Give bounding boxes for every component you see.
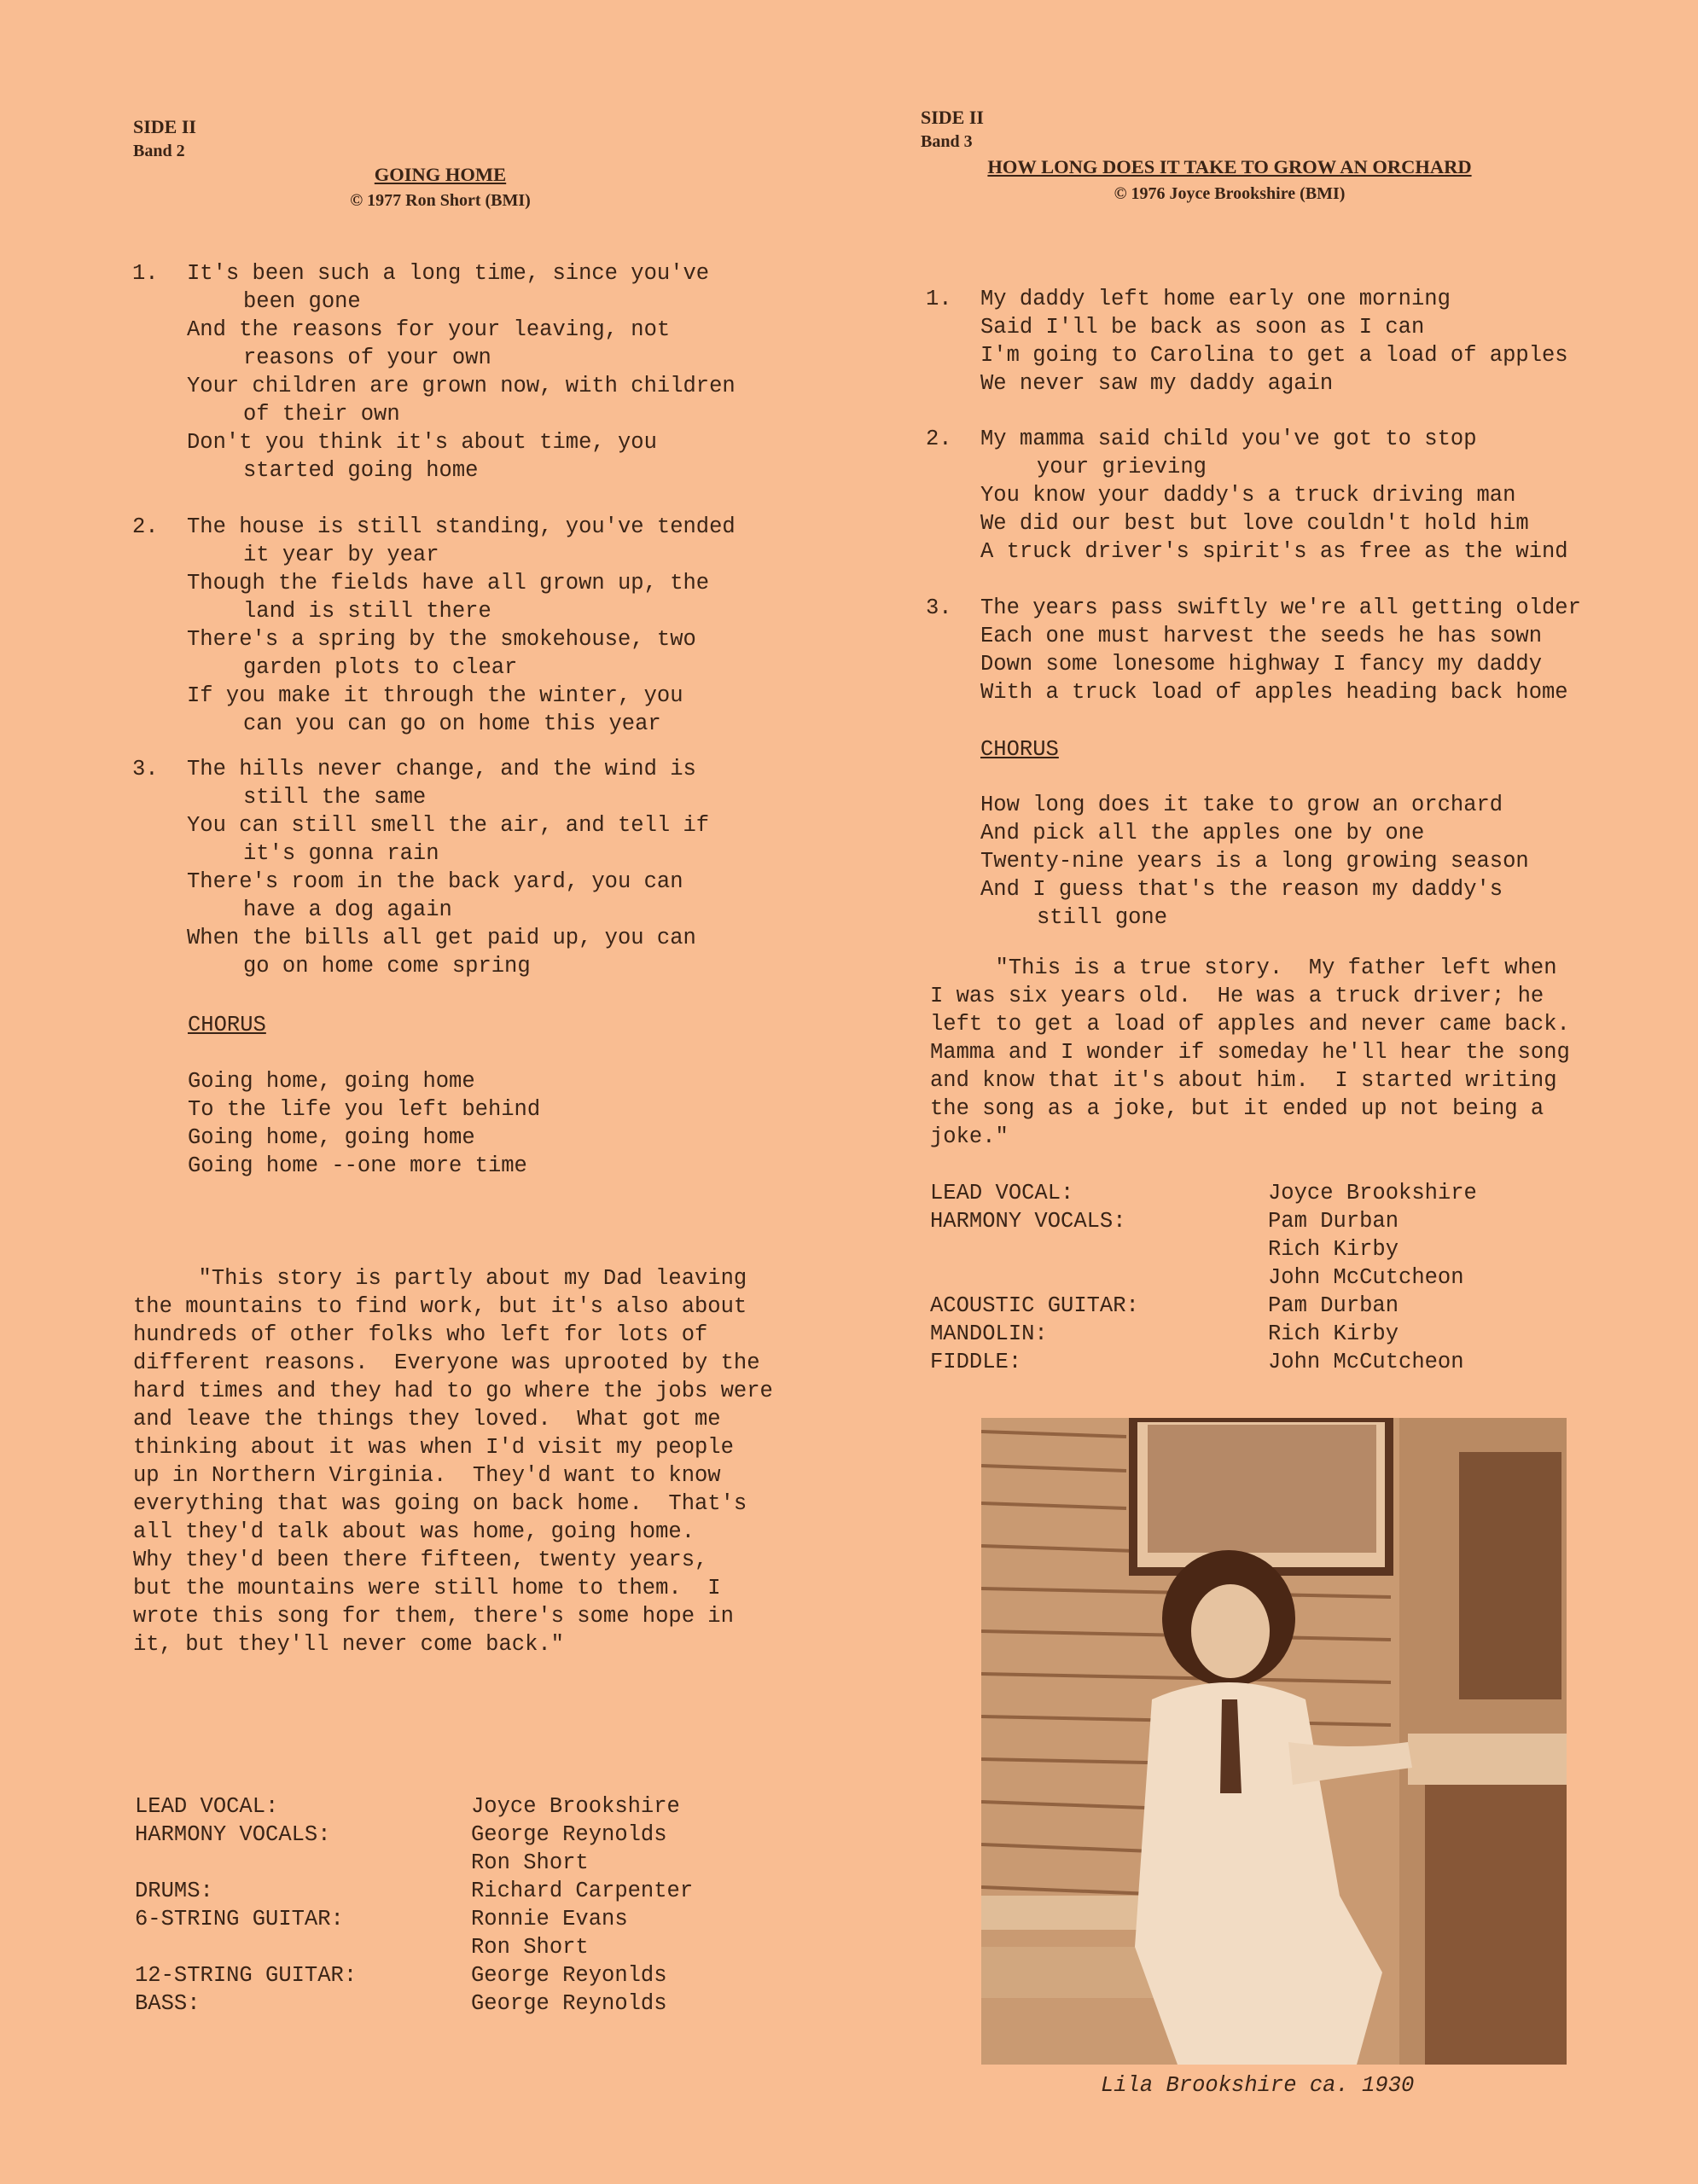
verse-line: reasons of your own: [243, 346, 491, 370]
chorus-line: Going home, going home: [188, 1069, 475, 1094]
verse-line: been gone: [243, 289, 361, 314]
credit-role: HARMONY VOCALS:: [930, 1209, 1126, 1234]
credit-name: Joyce Brookshire: [1268, 1181, 1477, 1205]
quote-line: everything that was going on back home. That's: [133, 1491, 747, 1516]
verse-number: 2.: [132, 514, 159, 539]
left-song-title: GOING HOME: [374, 164, 507, 185]
credit-name: John McCutcheon: [1268, 1350, 1464, 1374]
verse-line: You can still smell the air, and tell if: [187, 813, 710, 838]
photo-illustration: [981, 1418, 1567, 2065]
credit-name: John McCutcheon: [1268, 1265, 1464, 1290]
verse-number: 1.: [132, 261, 159, 286]
right-side-label: SIDE II: [921, 107, 984, 128]
quote-line: all they'd talk about was home, going home.: [133, 1519, 695, 1544]
verse-lines: [187, 259, 736, 485]
right-side-heading: [921, 106, 984, 154]
verse-line: started going home: [243, 458, 479, 483]
verse-line: My mamma said child you've got to stop: [980, 427, 1477, 451]
verse-line: still the same: [243, 785, 427, 810]
right-song-title: HOW LONG DOES IT TAKE TO GROW AN ORCHARD: [987, 156, 1472, 177]
verse-line: Though the fields have all grown up, the: [187, 571, 710, 595]
verse: [132, 513, 736, 738]
credit-role: HARMONY VOCALS:: [135, 1822, 331, 1847]
credit-role: 6-STRING GUITAR:: [135, 1907, 344, 1931]
credit-row: [930, 1263, 1544, 1292]
credit-name: George Reynolds: [471, 1991, 667, 2016]
quote-line: thinking about it was when I'd visit my people: [133, 1435, 734, 1460]
credit-name: George Reynolds: [471, 1822, 667, 1847]
credit-role: MANDOLIN:: [930, 1321, 1048, 1346]
quote-line: left to get a load of apples and never came back.: [930, 1012, 1570, 1037]
verse-line: land is still there: [243, 599, 491, 624]
credit-role: 12-STRING GUITAR:: [135, 1963, 358, 1988]
verse-line: It's been such a long time, since you've: [187, 261, 710, 286]
verse-lines: [980, 594, 1581, 706]
verse-line: I'm going to Carolina to get a load of apples: [980, 343, 1568, 368]
credit-role: ACOUSTIC GUITAR:: [930, 1293, 1139, 1318]
credit-role: LEAD VOCAL:: [930, 1181, 1074, 1205]
verse-line: The years pass swiftly we're all getting older: [980, 595, 1581, 620]
verse-number: 3.: [132, 757, 159, 781]
verse: [926, 425, 1568, 566]
verse-line: go on home come spring: [243, 954, 531, 979]
credit-role: FIDDLE:: [930, 1350, 1022, 1374]
right-chorus: [980, 791, 1529, 932]
photograph: [981, 1418, 1567, 2065]
credit-row: [135, 1961, 749, 1989]
credit-row: [930, 1320, 1544, 1348]
verse-number: 3.: [926, 595, 952, 620]
verse-line: There's room in the back yard, you can: [187, 869, 683, 894]
quote-line: different reasons. Everyone was uprooted by the: [133, 1350, 760, 1375]
verse-line: of their own: [243, 402, 400, 427]
credit-role: DRUMS:: [135, 1879, 213, 1903]
verse-line: And the reasons for your leaving, not: [187, 317, 671, 342]
verse-line: Said I'll be back as soon as I can: [980, 315, 1425, 340]
credit-role: LEAD VOCAL:: [135, 1794, 279, 1819]
left-side-heading: [133, 115, 196, 163]
credit-name: Pam Durban: [1268, 1209, 1399, 1234]
verse-line: garden plots to clear: [243, 655, 518, 680]
verse-lines: [980, 285, 1568, 398]
credit-row: [135, 1877, 749, 1905]
verse-line: The hills never change, and the wind is: [187, 757, 696, 781]
right-band-label: Band 3: [921, 132, 973, 151]
credit-row: [135, 1849, 749, 1877]
verse-line: Down some lonesome highway I fancy my daddy: [980, 652, 1543, 677]
verse-line: If you make it through the winter, you: [187, 683, 683, 708]
verse-line: With a truck load of apples heading back home: [980, 680, 1568, 705]
verse-line: Each one must harvest the seeds he has sown: [980, 624, 1543, 648]
chorus-line: And I guess that's the reason my daddy's: [980, 877, 1503, 902]
verse-line: When the bills all get paid up, you can: [187, 926, 696, 950]
chorus-line: Twenty-nine years is a long growing season: [980, 849, 1529, 874]
left-band-label: Band 2: [133, 142, 185, 160]
verse-line: The house is still standing, you've tended: [187, 514, 736, 539]
verse-line: You know your daddy's a truck driving man: [980, 483, 1516, 508]
quote-line: wrote this song for them, there's some hope in: [133, 1604, 734, 1629]
verse-line: can you can go on home this year: [243, 712, 661, 736]
verse-line: We did our best but love couldn't hold him: [980, 511, 1529, 536]
chorus-line: To the life you left behind: [188, 1097, 541, 1122]
verse-line: We never saw my daddy again: [980, 371, 1334, 396]
verse-lines: [187, 755, 709, 980]
verse-line: There's a spring by the smokehouse, two: [187, 627, 696, 652]
chorus-line: Going home, going home: [188, 1125, 475, 1150]
left-credits: [135, 1792, 749, 2018]
verse-line: it year by year: [243, 543, 439, 567]
verse-lines: [980, 425, 1568, 566]
quote-line: it, but they'll never come back.": [133, 1632, 564, 1657]
right-quote: [930, 954, 1570, 1151]
verse: [132, 259, 736, 485]
right-chorus-label: CHORUS: [980, 737, 1059, 762]
quote-line: the mountains to find work, but it's also about: [133, 1294, 747, 1319]
verse-line: your grieving: [1037, 455, 1207, 479]
chorus-line: Going home --one more time: [188, 1153, 527, 1178]
verse-line: Your children are grown now, with children: [187, 374, 736, 398]
left-copyright: © 1977 Ron Short (BMI): [350, 191, 531, 210]
quote-line: hard times and they had to go where the jobs were: [133, 1379, 773, 1403]
quote-line: but the mountains were still home to them. I: [133, 1576, 721, 1600]
credit-row: [930, 1179, 1544, 1207]
quote-line: and know that it's about him. I started writing: [930, 1068, 1557, 1093]
credit-name: Pam Durban: [1268, 1293, 1399, 1318]
right-credits: [930, 1179, 1544, 1376]
credit-name: Richard Carpenter: [471, 1879, 694, 1903]
photo-caption: Lila Brookshire ca. 1930: [1101, 2073, 1415, 2098]
credit-role: BASS:: [135, 1991, 201, 2016]
credit-row: [135, 1933, 749, 1961]
quote-line: "This is a true story. My father left when: [930, 956, 1557, 980]
left-chorus-label: CHORUS: [188, 1013, 266, 1037]
credit-row: [135, 1905, 749, 1933]
chorus-line: And pick all the apples one by one: [980, 821, 1425, 845]
right-copyright: © 1976 Joyce Brookshire (BMI): [1114, 184, 1346, 203]
credit-name: Ronnie Evans: [471, 1907, 628, 1931]
left-quote: [133, 1264, 773, 1658]
verse-number: 1.: [926, 287, 952, 311]
credit-row: [135, 1821, 749, 1849]
verse-line: have a dog again: [243, 897, 452, 922]
credit-name: Ron Short: [471, 1935, 589, 1960]
credit-name: Joyce Brookshire: [471, 1794, 680, 1819]
quote-line: Why they'd been there fifteen, twenty years,: [133, 1548, 708, 1572]
credit-row: [135, 1792, 749, 1821]
quote-line: "This story is partly about my Dad leaving: [133, 1266, 747, 1291]
credit-row: [930, 1235, 1544, 1263]
left-chorus: [188, 1067, 540, 1180]
credit-name: Rich Kirby: [1268, 1237, 1399, 1262]
verse: [926, 285, 1568, 398]
verse-lines: [187, 513, 736, 738]
quote-line: hundreds of other folks who left for lots of: [133, 1322, 708, 1347]
quote-line: joke.": [930, 1124, 1009, 1149]
verse: [132, 755, 709, 980]
quote-line: and leave the things they loved. What got me: [133, 1407, 721, 1432]
left-side-label: SIDE II: [133, 116, 196, 137]
credit-name: Rich Kirby: [1268, 1321, 1399, 1346]
quote-line: Mamma and I wonder if someday he'll hear the song: [930, 1040, 1570, 1065]
verse: [926, 594, 1581, 706]
quote-line: the song as a joke, but it ended up not being a: [930, 1096, 1544, 1121]
credit-name: George Reyonlds: [471, 1963, 667, 1988]
verse-line: Don't you think it's about time, you: [187, 430, 657, 455]
credit-row: [930, 1207, 1544, 1235]
credit-row: [135, 1989, 749, 2018]
verse-line: A truck driver's spirit's as free as the wind: [980, 539, 1568, 564]
credit-name: Ron Short: [471, 1850, 589, 1875]
verse-line: it's gonna rain: [243, 841, 439, 866]
credit-row: [930, 1348, 1544, 1376]
credit-row: [930, 1292, 1544, 1320]
quote-line: up in Northern Virginia. They'd want to know: [133, 1463, 721, 1488]
chorus-line: still gone: [1037, 905, 1168, 930]
quote-line: I was six years old. He was a truck driver; he: [930, 984, 1544, 1008]
verse-line: My daddy left home early one morning: [980, 287, 1451, 311]
verse-number: 2.: [926, 427, 952, 451]
chorus-line: How long does it take to grow an orchard: [980, 793, 1503, 817]
